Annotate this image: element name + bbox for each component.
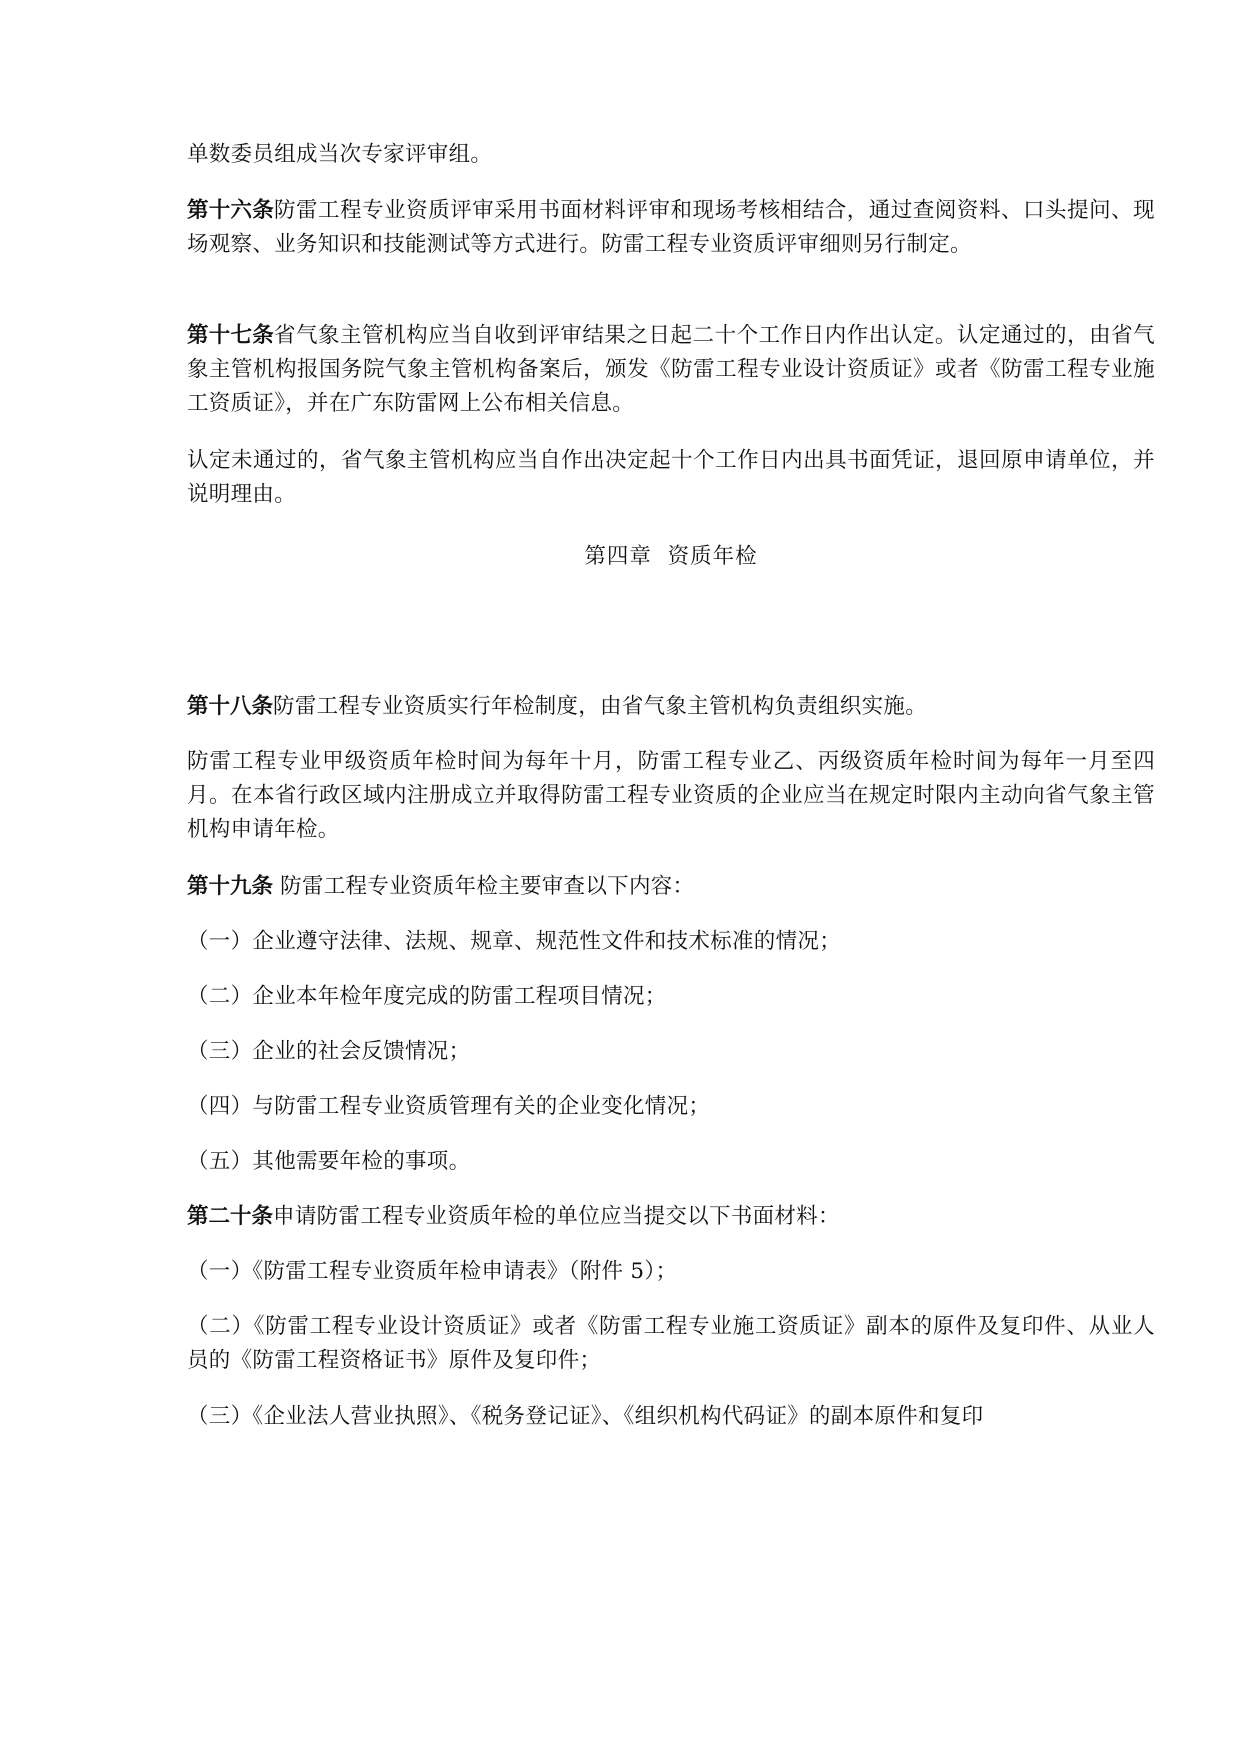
- article-19-item: [187, 1145, 1155, 1179]
- article-19-item: [187, 1090, 1155, 1124]
- article-19-item-text: （四）与防雷工程专业资质管理有关的企业变化情况；: [187, 1094, 711, 1119]
- article-20-item-text: （三）《企业法人营业执照》、《税务登记证》、《组织机构代码证》的副本原件和复印: [187, 1404, 984, 1429]
- article-17-paragraph: [187, 319, 1155, 421]
- article-18-paragraph-2: [187, 745, 1155, 847]
- article-20-item: [187, 1310, 1155, 1378]
- article-16-paragraph: [187, 194, 1155, 262]
- article-18-label: 第十八条: [187, 694, 274, 719]
- article-18-paragraph: [187, 690, 1155, 724]
- article-20-item-text: （一）《防雷工程专业资质年检申请表》（附件 5）；: [187, 1259, 678, 1284]
- article-19-paragraph: [187, 870, 1155, 904]
- article-19-item: [187, 980, 1155, 1014]
- chapter-number: 第四章: [584, 544, 652, 569]
- article-19-item-text: （五）其他需要年检的事项。: [187, 1149, 471, 1174]
- article-19-item: [187, 1035, 1155, 1069]
- article-18-text: 防雷工程专业资质实行年检制度，由省气象主管机构负责组织实施。: [273, 694, 928, 719]
- article-20-paragraph: [187, 1200, 1155, 1234]
- article-19-item-text: （三）企业的社会反馈情况；: [187, 1039, 471, 1064]
- continuation-text: 单数委员组成当次专家评审组。: [187, 142, 493, 167]
- chapter-heading: [187, 540, 1155, 574]
- article-18-paragraph-2-text: 防雷工程专业甲级资质年检时间为每年十月，防雷工程专业乙、丙级资质年检时间为每年一月至四月。在本省行政区域内注册成立并取得防雷工程专业资质的企业应当在规定时限内主动向省气象主管机构申请年检。: [187, 749, 1155, 842]
- article-19-text: 防雷工程专业资质年检主要审查以下内容：: [280, 874, 695, 899]
- article-20-label: 第二十条: [187, 1204, 274, 1229]
- article-20-text: 申请防雷工程专业资质年检的单位应当提交以下书面材料：: [273, 1204, 840, 1229]
- article-17-paragraph-2-text: 认定未通过的，省气象主管机构应当自作出决定起十个工作日内出具书面凭证，退回原申请单位，并说明理由。: [187, 448, 1155, 507]
- article-19-label: 第十九条: [187, 874, 274, 899]
- article-20-item: [187, 1255, 1155, 1289]
- article-17-text: 省气象主管机构应当自收到评审结果之日起二十个工作日内作出认定。认定通过的，由省气象主管机构报国务院气象主管机构备案后，颁发《防雷工程专业设计资质证》或者《防雷工程专业施工资质证》，并在广东防雷网上公布相关信息。: [187, 323, 1155, 416]
- article-17-label: 第十七条: [187, 323, 274, 348]
- article-17-paragraph-2: [187, 444, 1155, 512]
- article-20-item-text: （二）《防雷工程专业设计资质证》或者《防雷工程专业施工资质证》副本的原件及复印件、从业人员的《防雷工程资格证书》原件及复印件；: [187, 1314, 1155, 1373]
- article-19-item-text: （二）企业本年检年度完成的防雷工程项目情况；: [187, 984, 667, 1009]
- article-19-item-text: （一）企业遵守法律、法规、规章、规范性文件和技术标准的情况；: [187, 929, 842, 954]
- article-20-item: [187, 1400, 1155, 1434]
- article-19-item: [187, 925, 1155, 959]
- continuation-paragraph: [187, 138, 1155, 172]
- chapter-title: 资质年检: [667, 544, 758, 569]
- article-16-text: 防雷工程专业资质评审采用书面材料评审和现场考核相结合，通过查阅资料、口头提问、现场观察、业务知识和技能测试等方式进行。防雷工程专业资质评审细则另行制定。: [187, 198, 1155, 257]
- article-16-label: 第十六条: [187, 198, 274, 223]
